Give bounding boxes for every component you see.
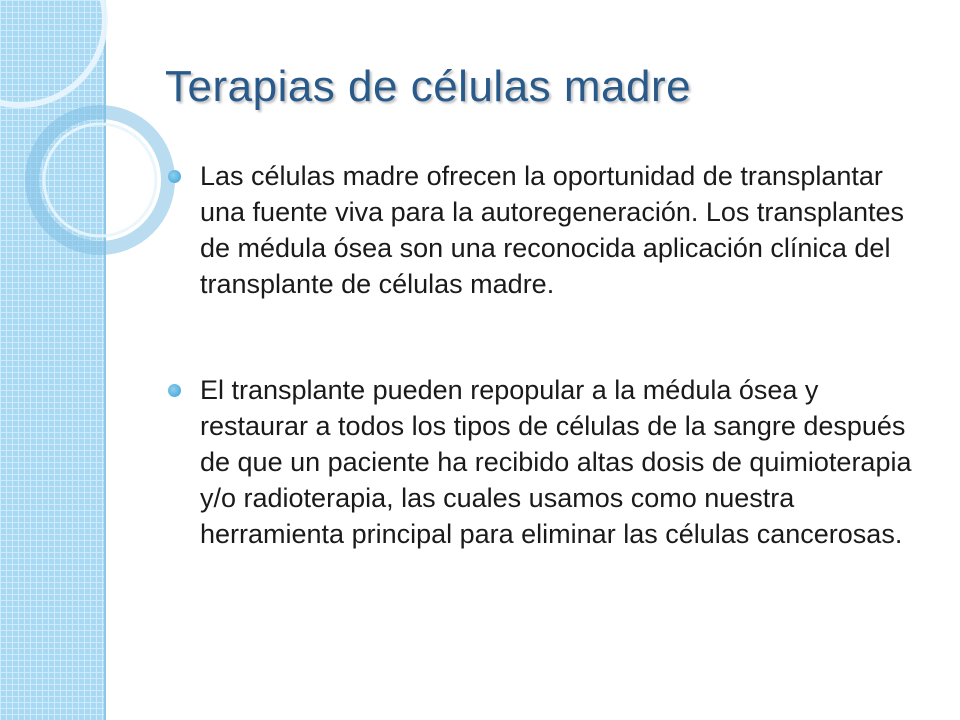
bullet-icon xyxy=(168,384,181,397)
bullet-item xyxy=(168,158,928,302)
slide-title: Terapias de células madre xyxy=(165,62,692,111)
decorative-circles xyxy=(0,0,140,300)
bullet-text: El transplante pueden repopular a la médula ósea y restaurar a todos los tipos de células de la sangre después de que un paciente ha recibido altas dosis de quimioterapia y/o radioterapia, las cuales usamos como nuestra herramienta principal para eliminar las células cancerosas. xyxy=(200,375,912,549)
bullet-item xyxy=(168,372,928,552)
bullet-icon xyxy=(168,170,181,183)
bullet-list xyxy=(168,158,928,552)
bullet-text: Las células madre ofrecen la oportunidad de transplantar una fuente viva para la autoregeneración. Los transplantes de médula ósea son una reconocida aplicación clínica del transplante de células madre. xyxy=(200,161,904,299)
